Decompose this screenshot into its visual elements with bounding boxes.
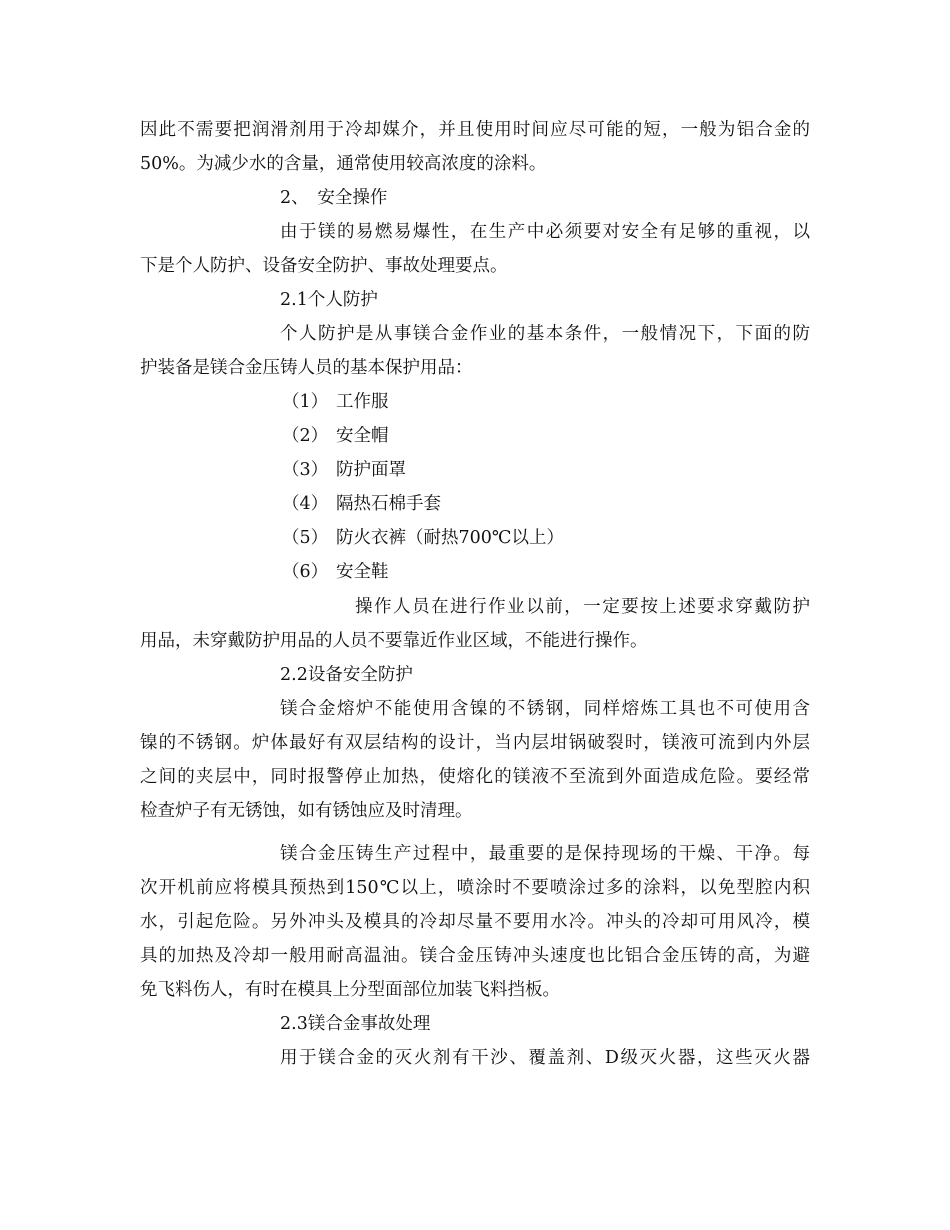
paragraph-line: 具的加热及冷却一般用耐高温油。镁合金压铸冲头速度也比铝合金压铸的高，为避: [140, 946, 810, 966]
list-item-number: （3）: [282, 460, 329, 480]
paragraph-line: 镍的不锈钢。炉体最好有双层结构的设计，当内层坩锅破裂时，镁液可流到内外层: [140, 733, 810, 753]
paragraph-line: 水，引起危险。另外冲头及模具的冷却尽量不要用水冷。冲头的冷却可用风冷，模: [140, 912, 810, 932]
section-heading: 2.2设备安全防护: [280, 665, 413, 685]
paragraph-line: 镁合金熔炉不能使用含镍的不锈钢，同样熔炼工具也不可使用含: [280, 699, 810, 719]
paragraph-line: 用于镁合金的灭火剂有干沙、覆盖剂、D级灭火器，这些灭火器: [280, 1048, 810, 1068]
section-heading: 2、 安全操作: [280, 188, 388, 208]
list-item-number: （2）: [282, 426, 329, 446]
list-item-text: 防火衣裤（耐热700℃以上）: [336, 528, 564, 548]
list-item-text: 隔热石棉手套: [336, 494, 441, 514]
paragraph-line: 个人防护是从事镁合金作业的基本条件，一般情况下，下面的防: [280, 324, 810, 344]
paragraph-line: 免飞料伤人，有时在模具上分型面部位加装飞料挡板。: [140, 980, 560, 1000]
paragraph-line: 检查炉子有无锈蚀，如有锈蚀应及时清理。: [140, 801, 473, 821]
paragraph-line: 操作人员在进行作业以前，一定要按上述要求穿戴防护: [355, 597, 810, 617]
list-item-number: （6）: [282, 562, 329, 582]
paragraph-line: 因此不需要把润滑剂用于冷却媒介，并且使用时间应尽可能的短，一般为铝合金的: [140, 120, 810, 140]
section-heading: 2.3镁合金事故处理: [280, 1014, 431, 1034]
list-item-number: （1）: [282, 392, 329, 412]
list-item-text: 防护面罩: [336, 460, 406, 480]
paragraph-line: 次开机前应将模具预热到150℃以上，喷涂时不要喷涂过多的涂料，以免型腔内积: [140, 878, 810, 898]
list-item-text: 安全帽: [336, 426, 389, 446]
paragraph-line: 镁合金压铸生产过程中，最重要的是保持现场的干燥、干净。每: [280, 844, 810, 864]
paragraph-line: 用品，未穿戴防护用品的人员不要靠近作业区域，不能进行操作。: [140, 631, 648, 651]
list-item-number: （5）: [282, 528, 329, 548]
paragraph-line: 50%。为减少水的含量，通常使用较高浓度的涂料。: [140, 154, 547, 174]
list-item-text: 工作服: [336, 392, 389, 412]
paragraph-line: 之间的夹层中，同时报警停止加热，使熔化的镁液不至流到外面造成危险。要经常: [140, 767, 810, 787]
paragraph-line: 由于镁的易燃易爆性，在生产中必须要对安全有足够的重视，以: [280, 222, 810, 242]
section-heading: 2.1个人防护: [280, 290, 378, 310]
list-item-number: （4）: [282, 494, 329, 514]
paragraph-line: 下是个人防护、设备安全防护、事故处理要点。: [140, 256, 508, 276]
list-item-text: 安全鞋: [336, 562, 389, 582]
paragraph-line: 护装备是镁合金压铸人员的基本保护用品：: [140, 358, 473, 378]
